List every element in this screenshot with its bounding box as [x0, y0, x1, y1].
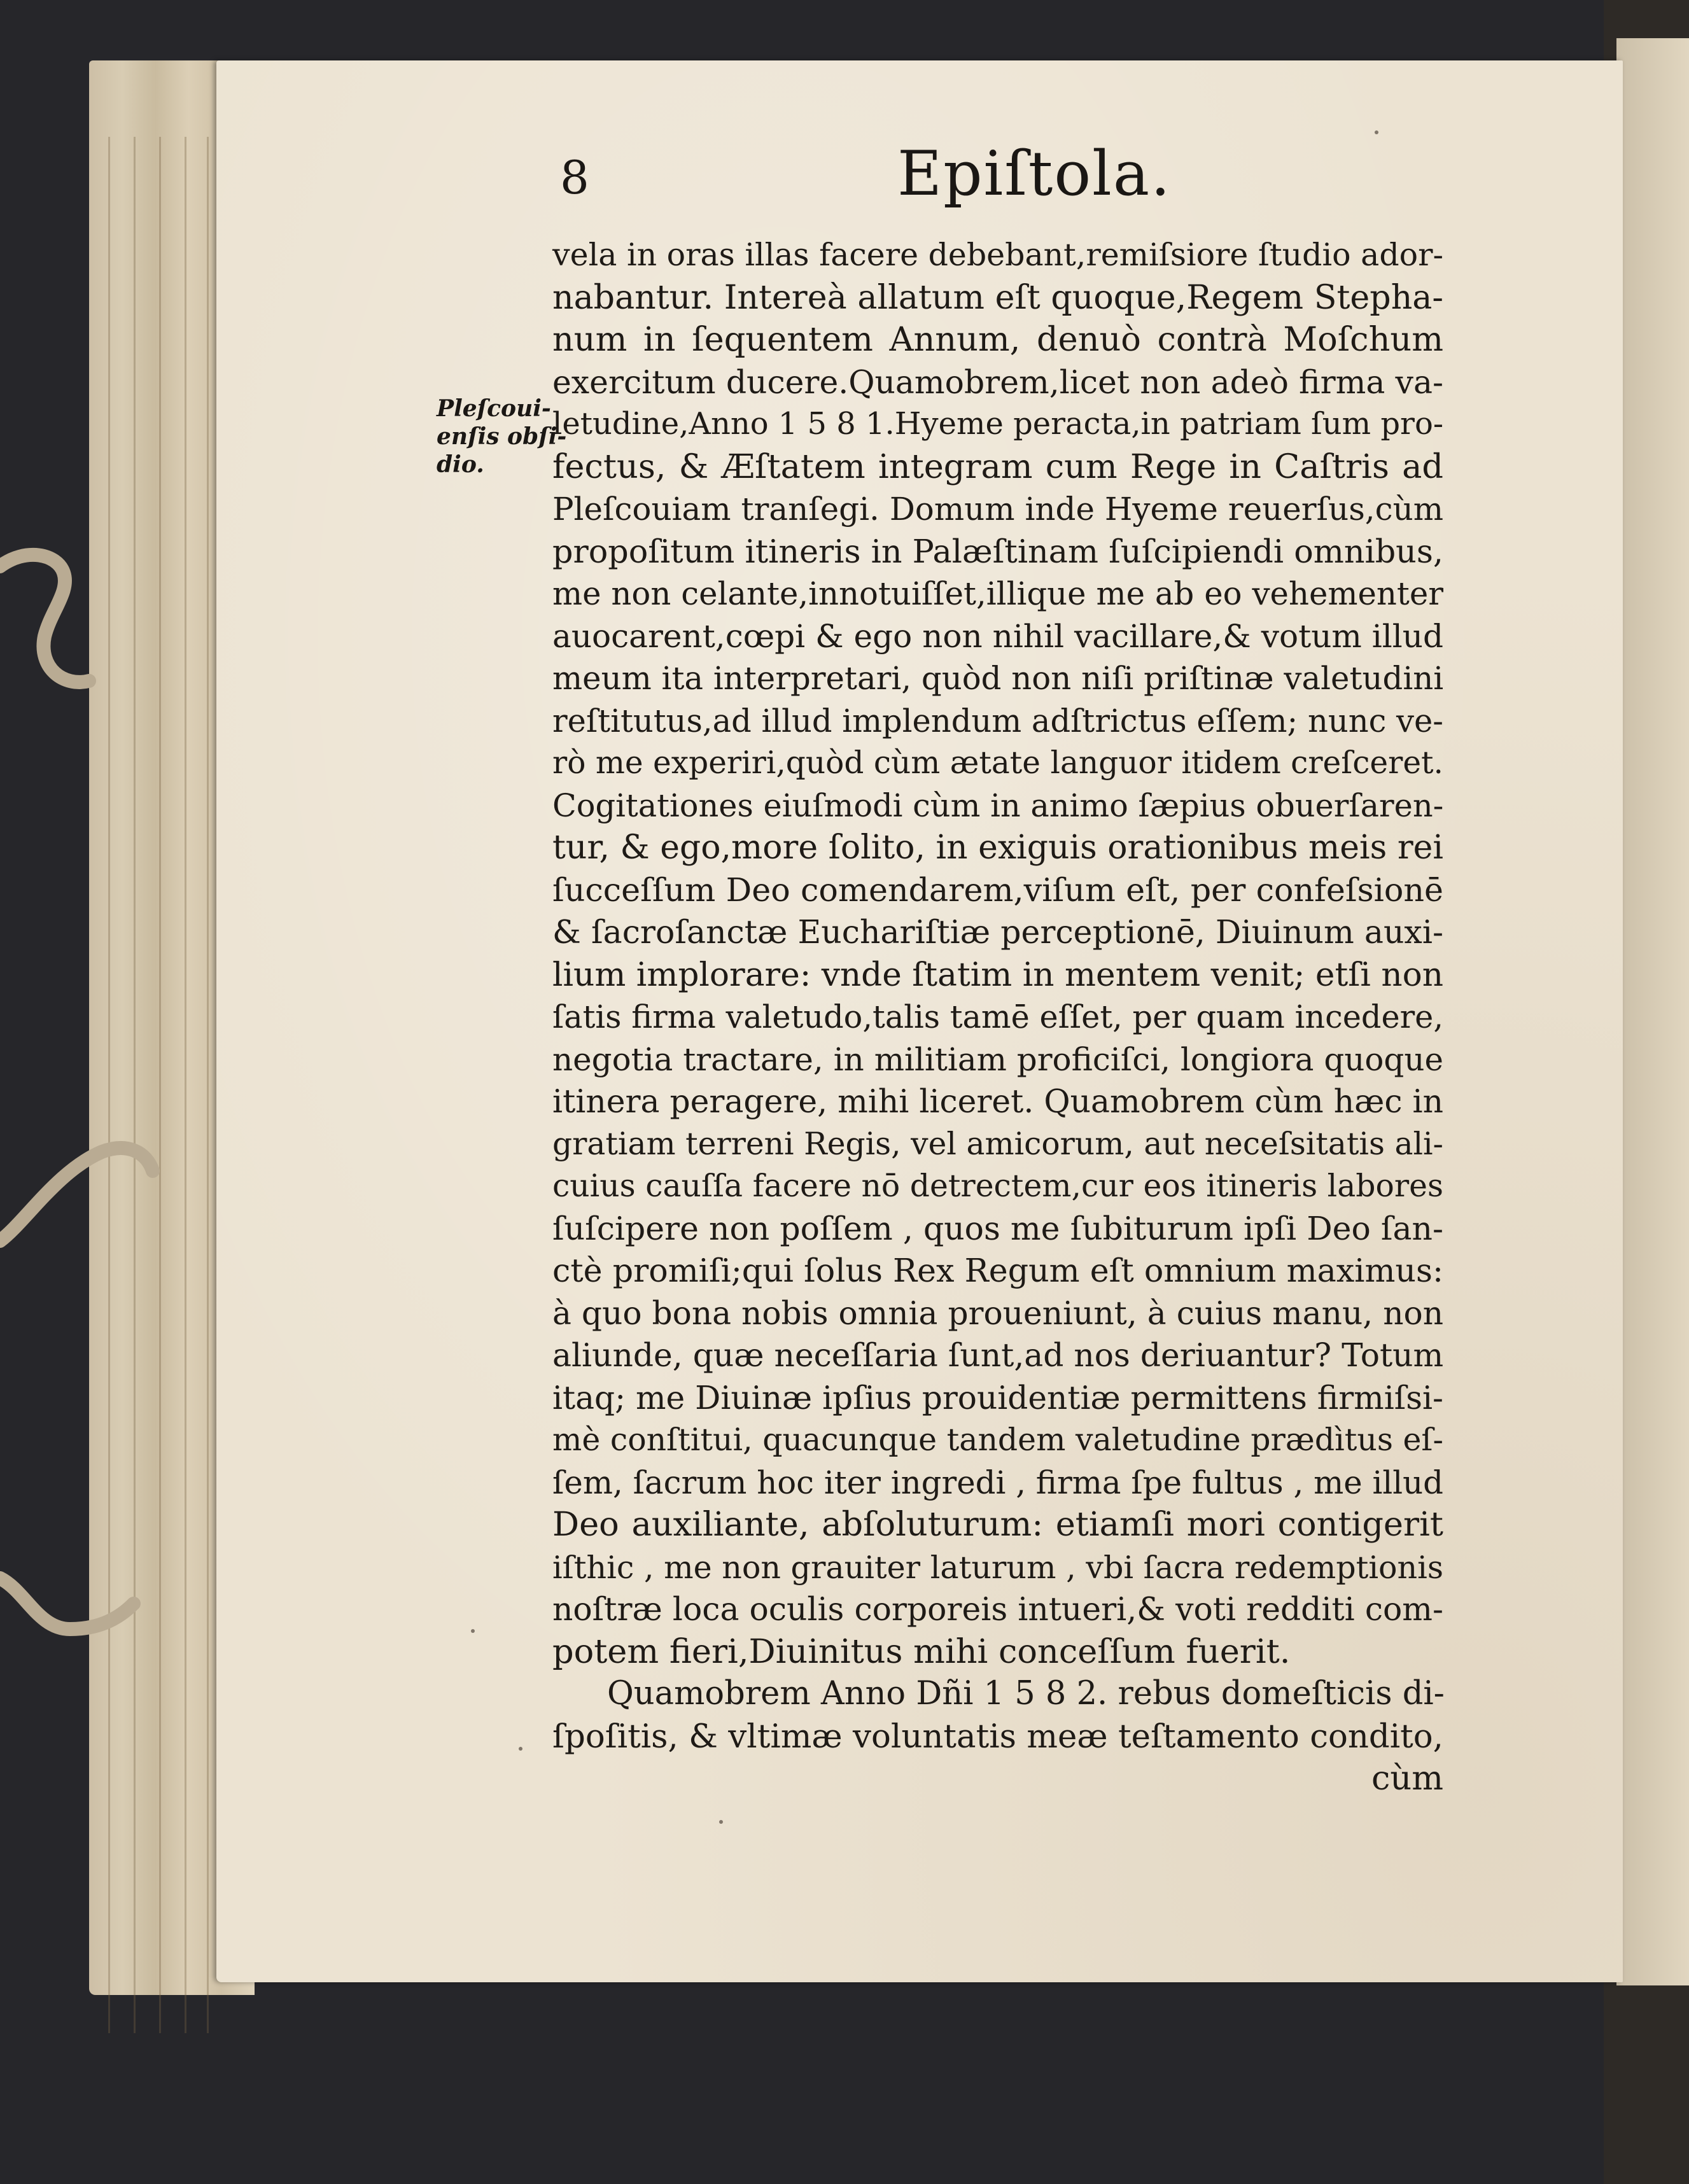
- text-line: à quo bona nobis omnia proueniunt, à cuius manu, non: [552, 1294, 1443, 1332]
- margin-note-line: dio.: [437, 451, 484, 478]
- text-line: potem fieri,Diuinitus mihi conceſſum fuerit.: [552, 1632, 1291, 1671]
- text-line: gratiam terreni Regis, vel amicorum, aut neceſsitatis ali-: [552, 1126, 1443, 1162]
- text-line: & ſacroſanctæ Euchariſtiæ perceptionē, Diuinum auxi-: [552, 913, 1443, 951]
- text-line: tur, & ego,more ſolito, in exiguis orationibus meis rei: [552, 829, 1443, 867]
- running-head: [560, 138, 1527, 213]
- text-line: meum ita interpretari, quòd non niſi priſtinæ valetudini: [552, 660, 1444, 697]
- text-line: auocarent,cœpi & ego non nihil vacillare,& votum illud: [552, 617, 1443, 655]
- text-line: ſatis firma valetudo,talis tamē eſſet, per quam incedere,: [552, 998, 1443, 1035]
- text-line: vela in oras illas facere debebant,remiſsiore ſtudio ador-: [552, 237, 1444, 273]
- catchword: cùm: [1371, 1759, 1443, 1798]
- page-number: 8: [560, 151, 589, 204]
- paper-speck: [471, 1629, 475, 1633]
- text-line: cuius cauſſa facere nō detrectem,cur eos itineris labores: [552, 1168, 1443, 1204]
- text-line: letudine,Anno 1 5 8 1.Hyeme peracta,in patriam ſum pro-: [552, 407, 1444, 442]
- page-edge-line: [159, 137, 161, 2033]
- text-line: fectus, & Æſtatem integram cum Rege in Caſtris ad: [552, 447, 1443, 486]
- text-line: Pleſcouiam tranſegi. Domum inde Hyeme reuerſus,cùm: [552, 491, 1443, 528]
- facing-page-edge: [1616, 38, 1689, 1985]
- text-line: itinera peragere, mihi liceret. Quamobrem cùm hæc in: [552, 1082, 1443, 1120]
- margin-note: [437, 395, 567, 479]
- text-line: Quamobrem Anno Dñi 1 5 8 2. rebus domeſticis di-: [607, 1675, 1445, 1712]
- page-edge-line: [108, 137, 110, 2033]
- paper-speck: [519, 1747, 522, 1751]
- text-line: rò me experiri,quòd cùm ætate languor itidem creſceret.: [552, 745, 1443, 781]
- text-line: noſtræ loca oculis corporeis intueri,& voti redditi com-: [552, 1590, 1443, 1628]
- margin-note-line: Pleſcoui-: [437, 395, 551, 422]
- text-line: mè conſtitui, quacunque tandem valetudine prædìtus eſ-: [552, 1422, 1443, 1458]
- text-line: ſem, ſacrum hoc iter ingredi , firma ſpe fultus , me illud: [552, 1464, 1443, 1501]
- page-edge-line: [185, 137, 186, 2033]
- text-line: propoſitum itineris in Palæſtinam ſuſcipiendi omnibus,: [552, 532, 1443, 570]
- text-line: itaq; me Diuinæ ipſius prouidentiæ permittens firmiſsi-: [552, 1378, 1443, 1417]
- text-line: ſuſcipere non poſſem , quos me ſubiturum ipſi Deo ſan-: [552, 1209, 1443, 1247]
- text-line: aliunde, quæ neceſſaria ſunt,ad nos deriuantur? Totum: [552, 1336, 1444, 1374]
- running-title: Epiſtola.: [897, 138, 1172, 209]
- text-line: exercitum ducere.Quamobrem,licet non adeò firma va-: [552, 363, 1443, 401]
- text-line: ſucceſſum Deo comendarem,viſum eſt, per confeſsionē: [552, 871, 1443, 909]
- text-line: negotia tractare, in militiam proficiſci, longiora quoque: [552, 1040, 1443, 1078]
- text-line: Deo auxiliante, abſoluturum: etiamſi mori contigerit: [552, 1505, 1443, 1544]
- text-line: num in ſequentem Annum, denuò contrà Moſchum: [552, 320, 1443, 359]
- text-line: ſpoſitis, & vltimæ voluntatis meæ teſtamento condito,: [552, 1717, 1443, 1756]
- text-line: lium implorare: vnde ſtatim in mentem venit; etſi non: [552, 955, 1443, 994]
- text-line: Cogitationes eiuſmodi cùm in animo ſæpius obuerſaren-: [552, 787, 1444, 824]
- body-text: [552, 234, 1443, 1800]
- text-line: iſthic , me non grauiter laturum , vbi ſacra redemptionis: [552, 1548, 1443, 1586]
- text-line: nabantur. Intereà allatum eſt quoque,Regem Stepha-: [552, 278, 1443, 317]
- page-edge-line: [134, 137, 136, 2033]
- text-line: me non celante,innotuiſſet,illique me ab eo vehementer: [552, 575, 1443, 612]
- text-line: ctè promiſi;qui ſolus Rex Regum eſt omnium maximus:: [552, 1252, 1443, 1289]
- paper-speck: [1375, 130, 1378, 134]
- margin-note-line: enſis obſi-: [437, 423, 567, 450]
- text-line: reſtitutus,ad illud implendum adſtrictus eſſem; nunc ve-: [552, 702, 1443, 739]
- paper-speck: [719, 1820, 723, 1824]
- page-edge-line: [207, 137, 209, 2033]
